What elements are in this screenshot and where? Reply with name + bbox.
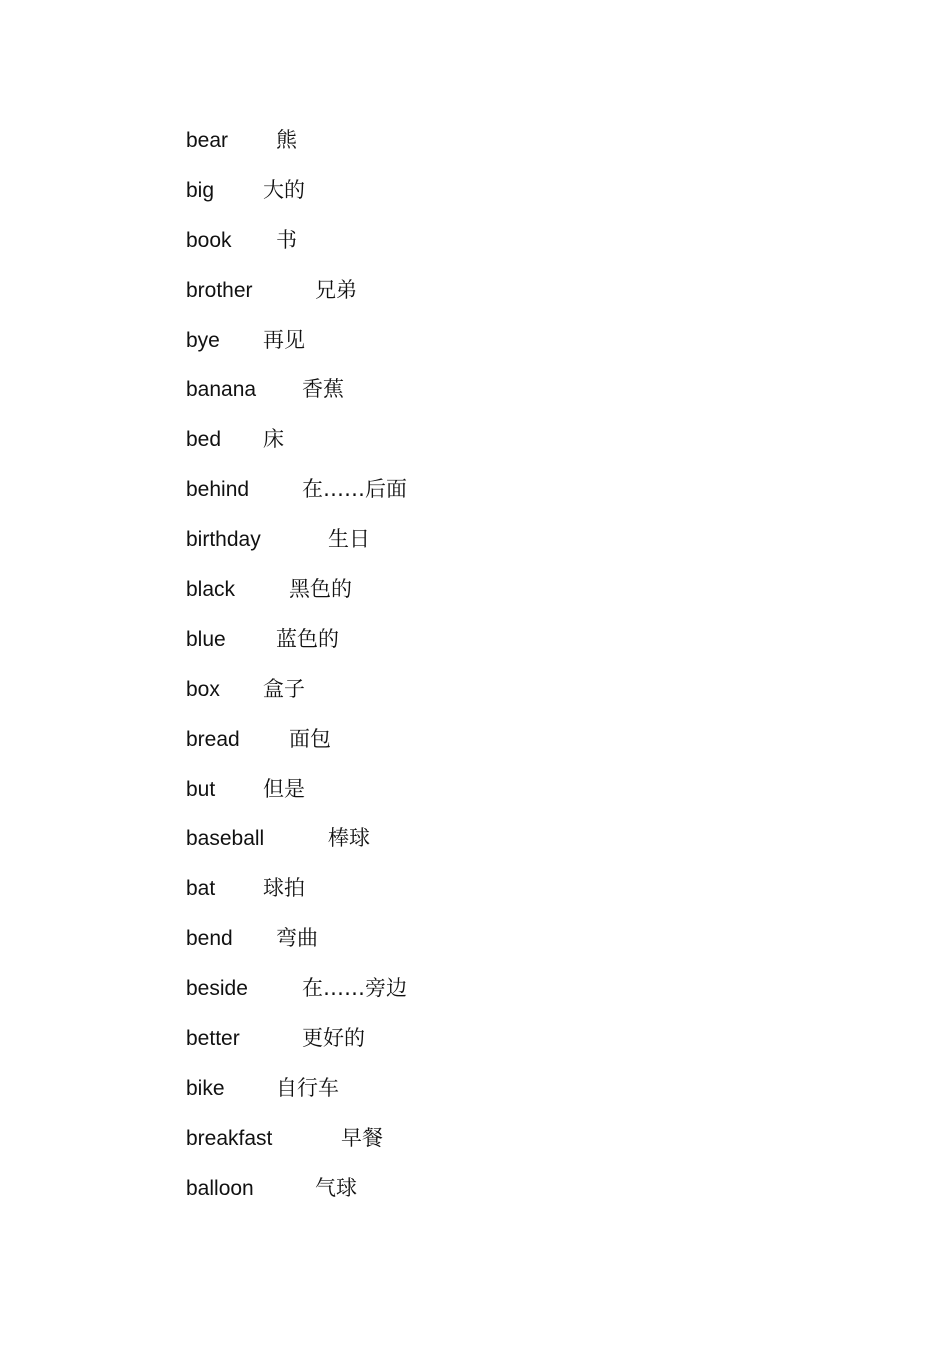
english-word: box: [186, 677, 220, 701]
chinese-meaning: 香蕉: [302, 377, 344, 402]
english-word: bat: [186, 877, 216, 901]
english-word: bear: [186, 129, 229, 152]
english-word: better: [186, 1027, 240, 1051]
chinese-meaning: 熊: [276, 128, 297, 152]
english-word: balloon: [186, 1176, 254, 1200]
chinese-meaning: 大的: [263, 177, 305, 202]
chinese-meaning: 书: [276, 227, 297, 252]
chinese-meaning: 再见: [263, 327, 305, 352]
chinese-meaning: 在……后面: [302, 477, 407, 502]
english-word: blue: [186, 627, 226, 651]
english-word: beside: [186, 977, 248, 1001]
english-word: behind: [186, 478, 250, 502]
chinese-meaning: 球拍: [263, 876, 305, 901]
english-word: black: [186, 578, 236, 602]
english-word: breakfast: [186, 1126, 273, 1150]
english-word: bed: [186, 428, 222, 452]
chinese-meaning: 自行车: [276, 1075, 339, 1100]
chinese-meaning: 蓝色的: [276, 626, 339, 651]
chinese-meaning: 但是: [263, 776, 305, 801]
chinese-meaning: 弯曲: [276, 926, 318, 951]
english-word: baseball: [186, 827, 265, 851]
english-word: book: [186, 228, 232, 252]
chinese-meaning: 生日: [328, 527, 370, 552]
chinese-meaning: 黑色的: [289, 577, 352, 602]
chinese-meaning: 床: [263, 427, 284, 452]
english-word: bike: [186, 1076, 225, 1100]
chinese-meaning: 气球: [315, 1175, 357, 1200]
english-word: bend: [186, 927, 233, 951]
english-word: brother: [186, 278, 253, 302]
chinese-meaning: 早餐: [341, 1125, 383, 1150]
chinese-meaning: 盒子: [263, 676, 305, 701]
english-word: but: [186, 777, 216, 801]
chinese-meaning: 兄弟: [315, 277, 357, 302]
english-word: birthday: [186, 528, 261, 552]
english-word: bread: [186, 727, 240, 751]
chinese-meaning: 在……旁边: [302, 976, 407, 1001]
chinese-meaning: 更好的: [302, 1026, 365, 1051]
english-word: big: [186, 178, 215, 202]
chinese-meaning: 面包: [289, 726, 331, 751]
english-word: bye: [186, 328, 220, 352]
chinese-meaning: 棒球: [328, 826, 370, 851]
english-word: banana: [186, 378, 257, 402]
